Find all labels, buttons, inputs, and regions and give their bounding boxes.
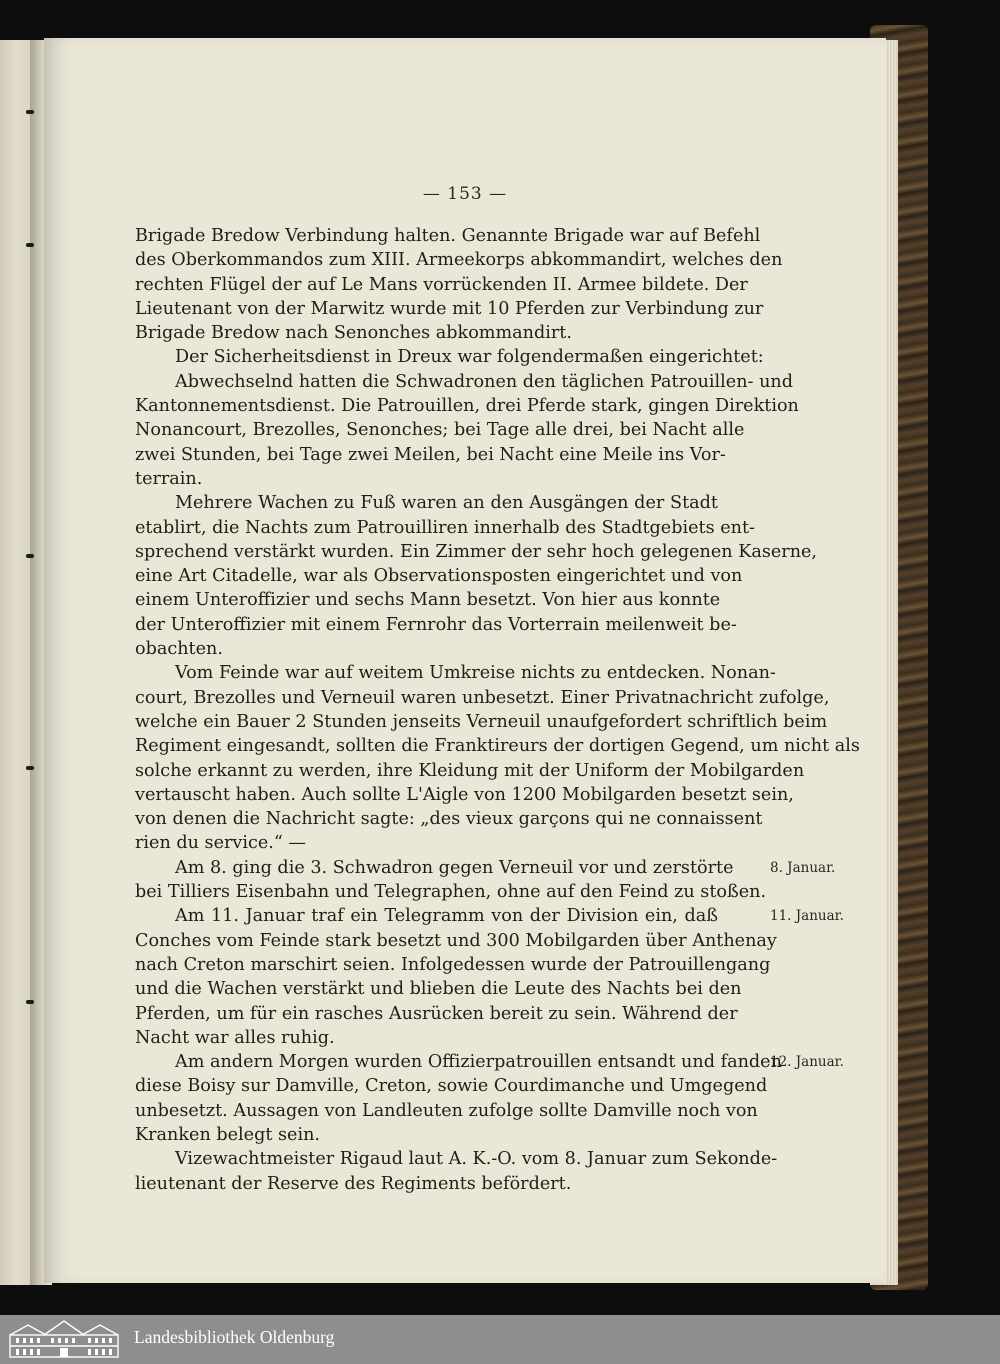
text-line: nach Creton marschirt seien. Infolgedessen wurde der Patrouillengang	[135, 954, 771, 975]
text-line: unbesetzt. Aussagen von Landleuten zufolge sollte Damville noch von	[135, 1100, 758, 1121]
footer-bar	[0, 1315, 1000, 1364]
margin-date-note: 12. Januar.	[770, 1054, 844, 1071]
text-line: eine Art Citadelle, war als Observationsposten eingerichtet und von	[135, 566, 743, 587]
text-line: Vizewachtmeister Rigaud laut A. K.-O. vom 8. Januar zum Sekonde-	[175, 1149, 778, 1170]
text-line: einem Unteroffizier und sechs Mann besetzt. Von hier aus konnte	[135, 590, 721, 611]
binding-thread-mark	[26, 554, 34, 558]
text-line: etablirt, die Nachts zum Patrouilliren innerhalb des Stadtgebiets ent-	[135, 517, 755, 538]
text-line: Am andern Morgen wurden Offizierpatrouillen entsandt und fanden	[175, 1052, 782, 1073]
margin-date-note: 11. Januar.	[770, 908, 844, 925]
text-line: zwei Stunden, bei Tage zwei Meilen, bei Nacht eine Meile ins Vor-	[135, 444, 726, 465]
text-line: Conches vom Feinde stark besetzt und 300 Mobilgarden über Anthenay	[135, 930, 777, 951]
text-line: sprechend verstärkt wurden. Ein Zimmer der sehr hoch gelegenen Kaserne,	[135, 541, 818, 562]
binding-thread-mark	[26, 243, 34, 247]
text-line: Brigade Bredow nach Senonches abkommandirt.	[135, 323, 572, 344]
text-line: welche ein Bauer 2 Stunden jenseits Verneuil unaufgefordert schriftlich beim	[135, 711, 828, 732]
text-line: Lieutenant von der Marwitz wurde mit 10 Pferden zur Verbindung zur	[135, 298, 764, 319]
text-line: terrain.	[135, 468, 203, 489]
text-line: Kranken belegt sein.	[135, 1124, 321, 1145]
library-building-logo-icon	[8, 1319, 120, 1359]
book-page	[44, 38, 886, 1283]
binding-thread-mark	[26, 110, 34, 114]
text-line: lieutenant der Reserve des Regiments befördert.	[135, 1173, 572, 1194]
text-line: diese Boisy sur Damville, Creton, sowie Courdimanche und Umgegend	[135, 1076, 768, 1097]
text-line: Am 11. Januar traf ein Telegramm von der Division ein, daß	[175, 906, 718, 927]
text-line: Pferden, um für ein rasches Ausrücken bereit zu sein. Während der	[135, 1003, 738, 1024]
text-line: Brigade Bredow Verbindung halten. Genannte Brigade war auf Befehl	[135, 226, 761, 246]
text-line: Mehrere Wachen zu Fuß waren an den Ausgängen der Stadt	[175, 493, 718, 514]
text-line: von denen die Nachricht sagte: „des vieux garçons qui ne connaissent	[135, 809, 763, 830]
text-line: vertauscht haben. Auch sollte L'Aigle von 1200 Mobilgarden besetzt sein,	[135, 784, 794, 805]
text-line: des Oberkommandos zum XIII. Armeekorps abkommandirt, welches den	[135, 250, 783, 271]
text-line: rien du service.“ —	[135, 833, 307, 854]
margin-date-note: 8. Januar.	[770, 859, 836, 876]
text-line: rechten Flügel der auf Le Mans vorrückenden II. Armee bildete. Der	[135, 274, 748, 295]
text-line: court, Brezolles und Verneuil waren unbesetzt. Einer Privatnachricht zufolge,	[135, 687, 830, 708]
text-line: und die Wachen verstärkt und blieben die Leute des Nachts bei den	[135, 979, 742, 1000]
text-line: Kantonnementsdienst. Die Patrouillen, drei Pferde stark, gingen Direktion	[135, 396, 799, 417]
text-line: Nacht war alles ruhig.	[135, 1027, 335, 1048]
text-line: bei Tilliers Eisenbahn und Telegraphen, ohne auf den Feind zu stoßen.	[135, 882, 767, 903]
text-line: Nonancourt, Brezolles, Senonches; bei Tage alle drei, bei Nacht alle	[135, 420, 745, 441]
text-line: der Unteroffizier mit einem Fernrohr das Vorterrain meilenweit be-	[135, 614, 737, 635]
binding-thread-mark	[26, 766, 34, 770]
library-name: Landesbibliothek Oldenburg	[134, 1327, 335, 1347]
text-line: Der Sicherheitsdienst in Dreux war folgendermaßen eingerichtet:	[175, 347, 764, 368]
text-line: Regiment eingesandt, sollten die Franktireurs der dortigen Gegend, um nicht als	[135, 736, 860, 757]
text-line: obachten.	[135, 639, 223, 660]
page-number: — 153 —	[422, 184, 508, 204]
binding-thread-mark	[26, 1000, 34, 1004]
text-line: Am 8. ging die 3. Schwadron gegen Verneuil vor und zerstörte	[175, 857, 734, 878]
text-line: Abwechselnd hatten die Schwadronen den täglichen Patrouillen- und	[175, 371, 794, 392]
text-line: solche erkannt zu werden, ihre Kleidung mit der Uniform der Mobilgarden	[135, 760, 805, 781]
text-line: Vom Feinde war auf weitem Umkreise nichts zu entdecken. Nonan-	[175, 663, 776, 684]
